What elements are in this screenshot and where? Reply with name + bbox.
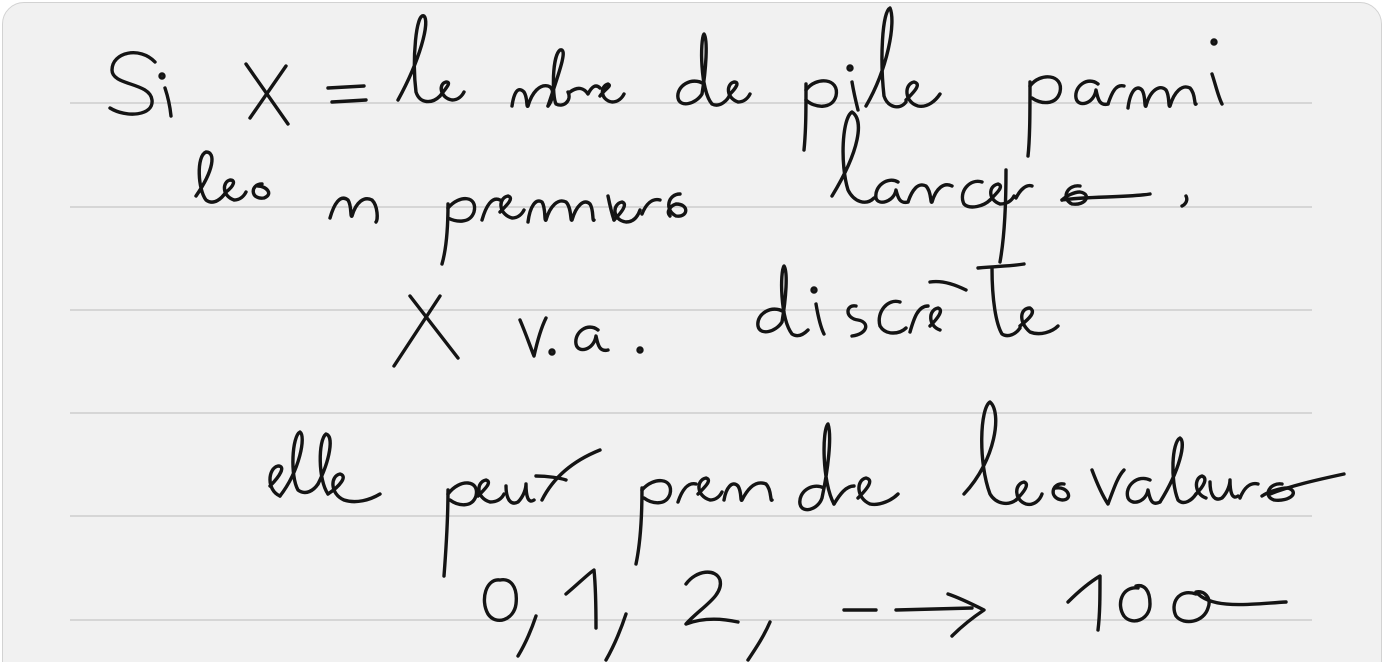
ink-line-5: [484, 570, 1286, 660]
ink-line-2: [196, 112, 1187, 264]
ink-line-1: [110, 8, 1222, 156]
ink-line-4: [270, 402, 1344, 576]
ink-line-3: [394, 264, 1058, 366]
